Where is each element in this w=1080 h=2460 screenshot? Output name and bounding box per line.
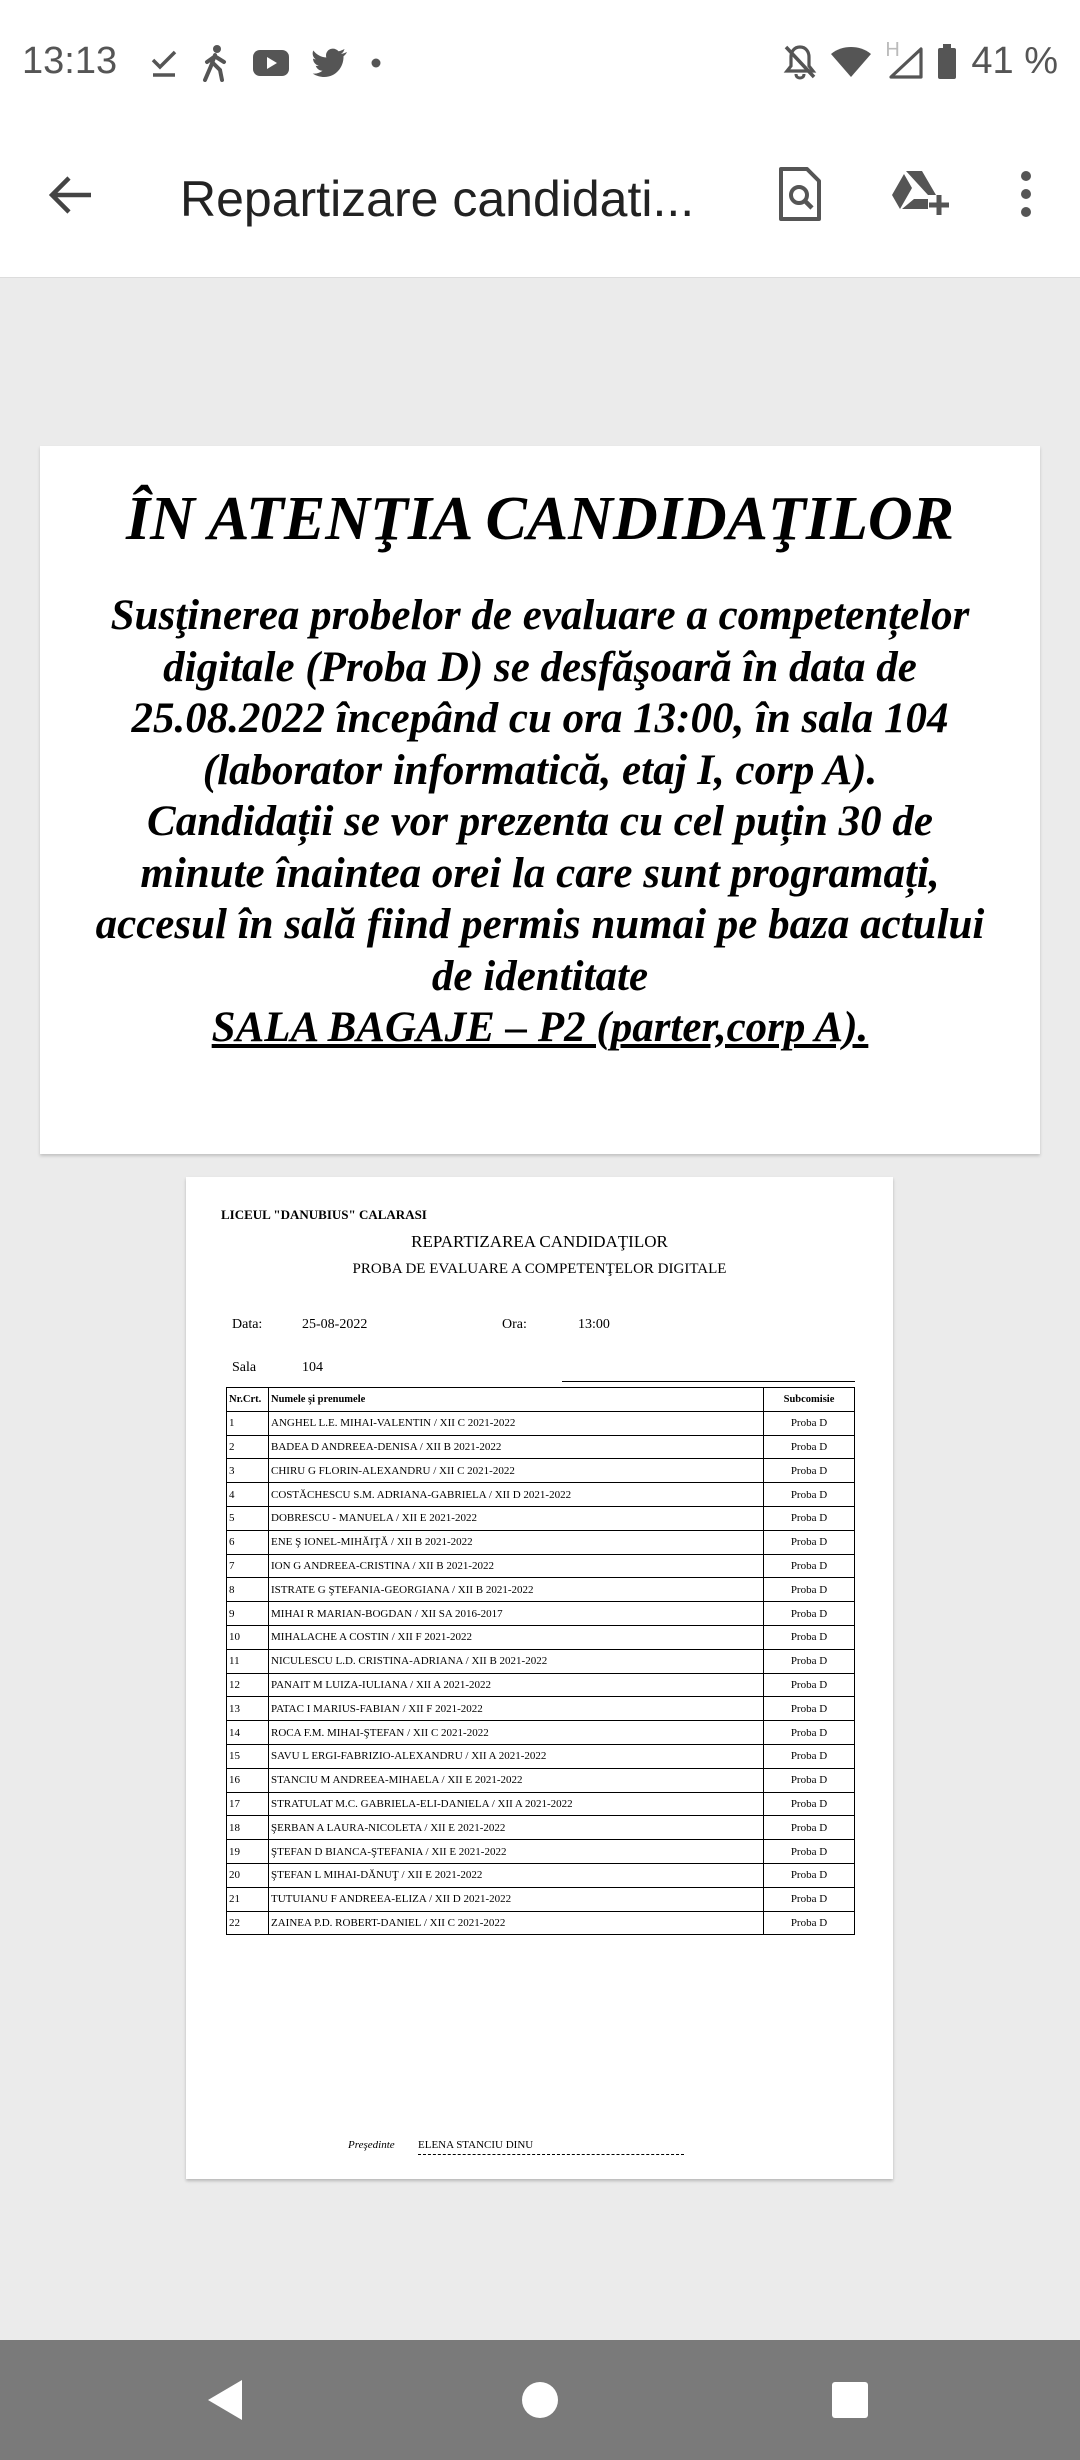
battery-icon (937, 44, 957, 80)
school-name: LICEUL "DANUBIUS" CALARASI (221, 1207, 427, 1222)
row-number: 16 (227, 1768, 269, 1792)
status-time: 13:13 (22, 40, 118, 82)
notification-icons (150, 44, 382, 82)
arrow-left-icon (49, 175, 93, 215)
mute-icon (783, 44, 817, 80)
battery-percent: 41 % (971, 40, 1058, 82)
table-row (227, 1459, 855, 1483)
row-number: 13 (227, 1697, 269, 1721)
twitter-icon (312, 48, 348, 78)
table-header-row (227, 1388, 855, 1412)
candidate-name: ZAINEA P.D. ROBERT-DANIEL / XII C 2021-2022 (269, 1911, 764, 1935)
table-row (227, 1721, 855, 1745)
find-in-page-button[interactable] (758, 152, 842, 236)
table-row (227, 1887, 855, 1911)
subcommission: Proba D (764, 1483, 855, 1507)
president-label: Preşedinte (348, 2139, 395, 2151)
table-row (227, 1435, 855, 1459)
row-number: 15 (227, 1744, 269, 1768)
room-rule (562, 1381, 855, 1382)
candidate-name: MIHAI R MARIAN-BOGDAN / XII SA 2016-2017 (269, 1602, 764, 1626)
subcommission: Proba D (764, 1721, 855, 1745)
table-row (227, 1602, 855, 1626)
table-body (227, 1411, 855, 1935)
notice-body (40, 590, 1040, 1054)
candidate-name: BADEA D ANDREEA-DENISA / XII B 2021-2022 (269, 1435, 764, 1459)
notice-heading: ÎN ATENŢIA CANDIDAŢILOR (126, 485, 954, 553)
candidate-name: CHIRU G FLORIN-ALEXANDRU / XII C 2021-2022 (269, 1459, 764, 1483)
row-number: 7 (227, 1554, 269, 1578)
notice-line: (laborator informatică, etaj I, corp A). (202, 746, 878, 794)
subcommission: Proba D (764, 1411, 855, 1435)
table-row (227, 1697, 855, 1721)
candidate-name: TUTUIANU F ANDREEA-ELIZA / XII D 2021-2022 (269, 1887, 764, 1911)
subcommission: Proba D (764, 1768, 855, 1792)
signal-group (885, 38, 923, 79)
dot-icon (370, 57, 382, 69)
status-bar (0, 0, 1080, 130)
notice-line: digitale (Proba D) se desfăşoară în data de (163, 643, 917, 691)
date-label: Data: (232, 1317, 263, 1332)
app-bar (0, 130, 1080, 278)
document-title: Repartizare candidati... (180, 171, 695, 227)
row-number: 5 (227, 1506, 269, 1530)
subcommission: Proba D (764, 1554, 855, 1578)
table-row (227, 1530, 855, 1554)
row-number: 10 (227, 1625, 269, 1649)
row-number: 12 (227, 1673, 269, 1697)
time-label: Ora: (502, 1317, 527, 1332)
navigation-bar (0, 2340, 1080, 2460)
subcommission: Proba D (764, 1744, 855, 1768)
candidate-name: ISTRATE G ŞTEFANIA-GEORGIANA / XII B 2021-2022 (269, 1578, 764, 1602)
list-title: REPARTIZAREA CANDIDAŢILOR (411, 1232, 668, 1251)
notice-line: 25.08.2022 începând cu ora 13:00, în sala 104 (131, 695, 949, 742)
find-in-page-icon (777, 166, 823, 222)
signal-icon (889, 47, 923, 79)
nav-back-button[interactable] (194, 2368, 258, 2432)
subcommission: Proba D (764, 1649, 855, 1673)
notice-line: Candidații se vor prezenta cu cel puțin 30 de (147, 798, 933, 845)
candidates-table (226, 1387, 855, 1935)
wifi-icon (831, 46, 871, 78)
candidate-name: ROCA F.M. MIHAI-ŞTEFAN / XII C 2021-2022 (269, 1721, 764, 1745)
table-row (227, 1863, 855, 1887)
candidate-name: ŞERBAN A LAURA-NICOLETA / XII E 2021-2022 (269, 1816, 764, 1840)
column-header: Numele şi prenumele (269, 1388, 764, 1412)
candidate-name: MIHALACHE A COSTIN / XII F 2021-2022 (269, 1625, 764, 1649)
notice-line: accesul în sală fiind permis numai pe baza actului (95, 901, 985, 948)
row-number: 11 (227, 1649, 269, 1673)
candidate-name: STANCIU M ANDREEA-MIHAELA / XII E 2021-2022 (269, 1768, 764, 1792)
candidate-name: PANAIT M LUIZA-IULIANA / XII A 2021-2022 (269, 1673, 764, 1697)
candidate-name: ION G ANDREEA-CRISTINA / XII B 2021-2022 (269, 1554, 764, 1578)
signature-line (418, 2154, 684, 2155)
subcommission: Proba D (764, 1578, 855, 1602)
table-row (227, 1554, 855, 1578)
network-type-label: H (885, 38, 900, 61)
back-triangle-icon (206, 2378, 246, 2422)
room-label: Sala (232, 1360, 257, 1375)
recents-square-icon (830, 2380, 870, 2420)
add-to-drive-button[interactable] (878, 152, 962, 236)
table-row (227, 1673, 855, 1697)
subcommission: Proba D (764, 1816, 855, 1840)
more-vert-icon (1019, 170, 1033, 218)
row-number: 6 (227, 1530, 269, 1554)
luggage-room-line: SALA BAGAJE – P2 (parter,corp A). (211, 1004, 869, 1051)
subcommission: Proba D (764, 1840, 855, 1864)
subcommission: Proba D (764, 1697, 855, 1721)
column-header: Subcomisie (764, 1388, 855, 1412)
subcommission: Proba D (764, 1435, 855, 1459)
row-number: 18 (227, 1816, 269, 1840)
check-download-icon (150, 48, 178, 78)
system-icons (783, 40, 1058, 83)
row-number: 20 (227, 1863, 269, 1887)
back-button[interactable] (40, 164, 102, 226)
add-to-drive-icon (890, 169, 950, 219)
row-number: 8 (227, 1578, 269, 1602)
time-value: 13:00 (578, 1317, 610, 1332)
row-number: 9 (227, 1602, 269, 1626)
candidate-name: DOBRESCU - MANUELA / XII E 2021-2022 (269, 1506, 764, 1530)
candidate-name: ŞTEFAN L MIHAI-DĂNUŢ / XII E 2021-2022 (269, 1863, 764, 1887)
youtube-icon (252, 48, 290, 78)
table-row (227, 1911, 855, 1935)
document-page-notice (40, 446, 1040, 1154)
table-row (227, 1483, 855, 1507)
row-number: 17 (227, 1792, 269, 1816)
candidate-name: PATAC I MARIUS-FABIAN / XII F 2021-2022 (269, 1697, 764, 1721)
table-row (227, 1744, 855, 1768)
more-options-button[interactable] (984, 152, 1068, 236)
row-number: 19 (227, 1840, 269, 1864)
subcommission: Proba D (764, 1673, 855, 1697)
subcommission: Proba D (764, 1602, 855, 1626)
subcommission: Proba D (764, 1887, 855, 1911)
row-number: 1 (227, 1411, 269, 1435)
table-row (227, 1649, 855, 1673)
table-row (227, 1768, 855, 1792)
candidate-name: ANGHEL L.E. MIHAI-VALENTIN / XII C 2021-2022 (269, 1411, 764, 1435)
subcommission: Proba D (764, 1530, 855, 1554)
row-number: 14 (227, 1721, 269, 1745)
candidate-name: SAVU L ERGI-FABRIZIO-ALEXANDRU / XII A 2021-2022 (269, 1744, 764, 1768)
document-page-list (186, 1177, 893, 2179)
list-subtitle: PROBA DE EVALUARE A COMPETENŢELOR DIGITALE (352, 1261, 727, 1277)
table-row (227, 1625, 855, 1649)
table-row (227, 1792, 855, 1816)
subcommission: Proba D (764, 1506, 855, 1530)
subcommission: Proba D (764, 1863, 855, 1887)
table-row (227, 1411, 855, 1435)
notice-line: minute înaintea orei la care sunt programați, (140, 849, 940, 897)
president-name: ELENA STANCIU DINU (418, 2139, 534, 2151)
candidate-name: ENE Ş IONEL-MIHĂIŢĂ / XII B 2021-2022 (269, 1530, 764, 1554)
room-value: 104 (302, 1360, 323, 1375)
column-header: Nr.Crt. (227, 1388, 269, 1412)
candidate-name: COSTĂCHESCU S.M. ADRIANA-GABRIELA / XII D 2021-2022 (269, 1483, 764, 1507)
date-value: 25-08-2022 (302, 1317, 368, 1332)
row-number: 2 (227, 1435, 269, 1459)
table-row (227, 1506, 855, 1530)
nav-recents-button[interactable] (818, 2368, 882, 2432)
subcommission: Proba D (764, 1625, 855, 1649)
nav-home-button[interactable] (508, 2368, 572, 2432)
table-row (227, 1840, 855, 1864)
row-number: 4 (227, 1483, 269, 1507)
subcommission: Proba D (764, 1911, 855, 1935)
subcommission: Proba D (764, 1792, 855, 1816)
notice-line: Susţinerea probelor de evaluare a competențelor (110, 592, 970, 639)
notice-line: de identitate (431, 952, 649, 1000)
row-number: 3 (227, 1459, 269, 1483)
home-circle-icon (520, 2380, 560, 2420)
row-number: 21 (227, 1887, 269, 1911)
table-row (227, 1578, 855, 1602)
candidate-name: STRATULAT M.C. GABRIELA-ELI-DANIELA / XII A 2021-2022 (269, 1792, 764, 1816)
table-row (227, 1816, 855, 1840)
row-number: 22 (227, 1911, 269, 1935)
candidate-name: ŞTEFAN D BIANCA-ŞTEFANIA / XII E 2021-2022 (269, 1840, 764, 1864)
walking-icon (200, 44, 230, 82)
candidate-name: NICULESCU L.D. CRISTINA-ADRIANA / XII B 2021-2022 (269, 1649, 764, 1673)
subcommission: Proba D (764, 1459, 855, 1483)
